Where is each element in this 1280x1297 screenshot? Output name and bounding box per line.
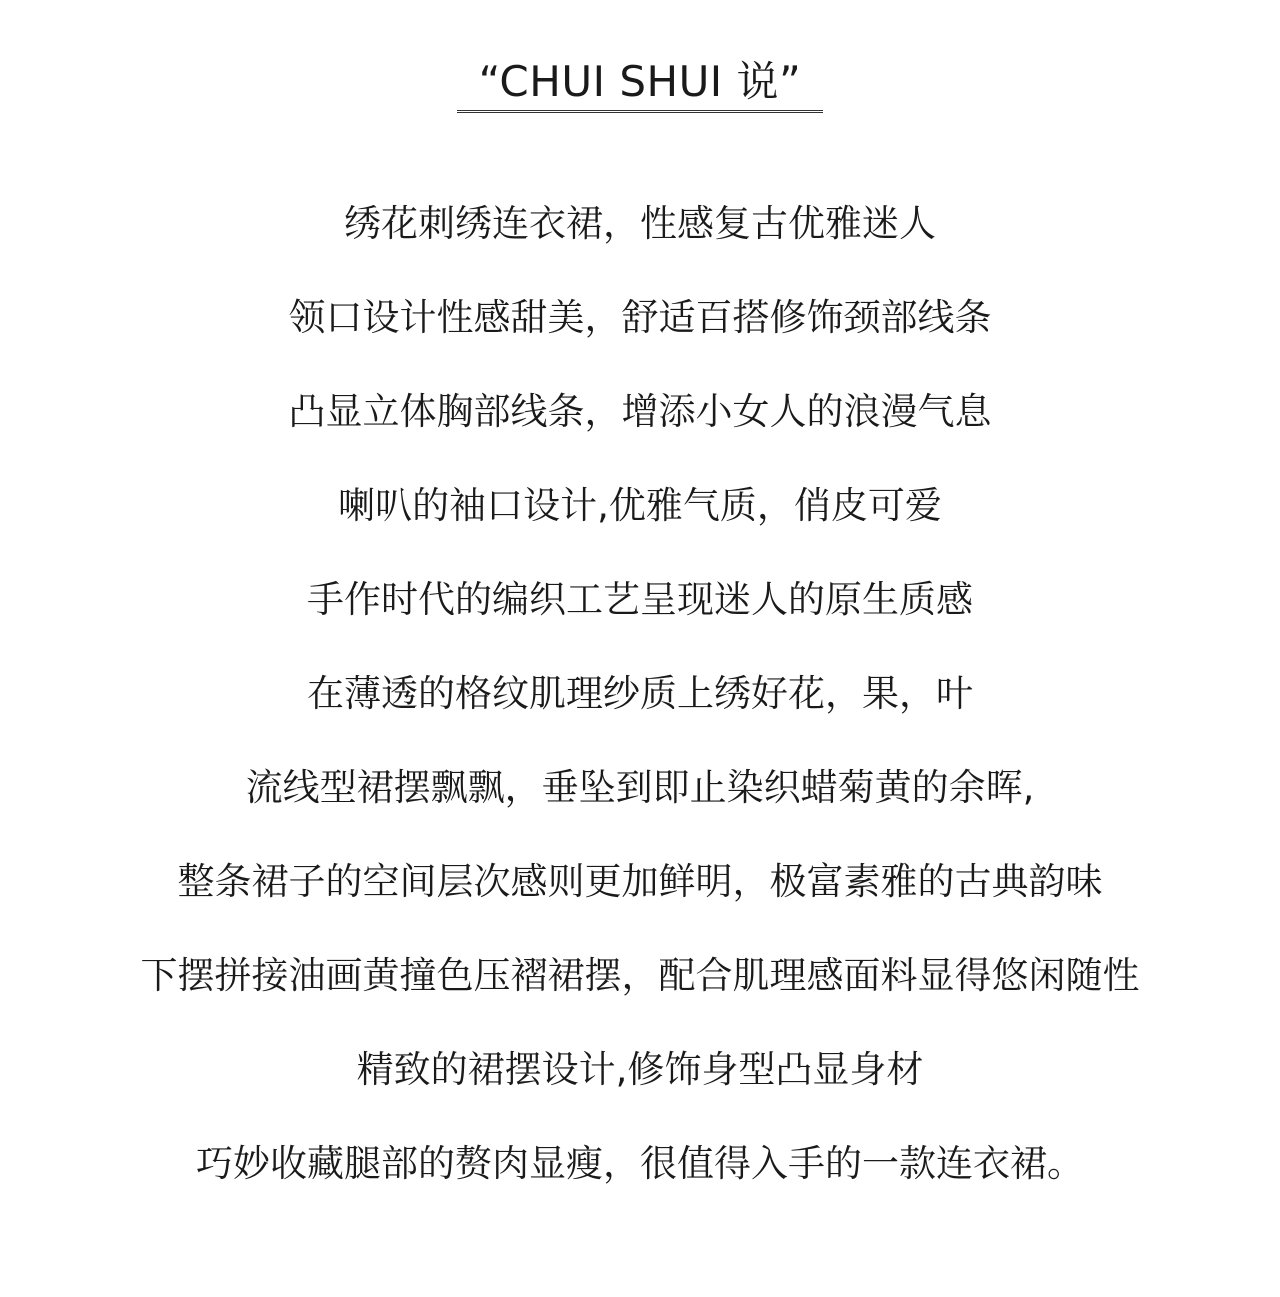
description-line: 手作时代的编织工艺呈现迷人的原生质感 bbox=[307, 578, 973, 621]
description-line: 喇叭的袖口设计,优雅气质，俏皮可爱 bbox=[338, 484, 942, 527]
description-line: 整条裙子的空间层次感则更加鲜明，极富素雅的古典韵味 bbox=[177, 860, 1103, 903]
title-section bbox=[0, 56, 1280, 113]
description-line: 流线型裙摆飘飘，垂坠到即止染织蜡菊黄的余晖, bbox=[245, 766, 1035, 809]
description-line: 在薄透的格纹肌理纱质上绣好花，果，叶 bbox=[307, 672, 973, 715]
description-line: 领口设计性感甜美，舒适百搭修饰颈部线条 bbox=[288, 296, 992, 339]
description-line: 精致的裙摆设计,修饰身型凸显身材 bbox=[356, 1048, 924, 1091]
page-title: “CHUI SHUI 说” bbox=[457, 56, 824, 113]
description-line: 凸显立体胸部线条，增添小女人的浪漫气息 bbox=[288, 390, 992, 433]
description-line: 绣花刺绣连衣裙，性感复古优雅迷人 bbox=[344, 202, 936, 245]
description-line: 下摆拼接油画黄撞色压褶裙摆，配合肌理感面料显得悠闲随性 bbox=[140, 954, 1140, 997]
description-line: 巧妙收藏腿部的赘肉显瘦，很值得入手的一款连衣裙。 bbox=[196, 1142, 1084, 1185]
description-list bbox=[0, 196, 1280, 1230]
